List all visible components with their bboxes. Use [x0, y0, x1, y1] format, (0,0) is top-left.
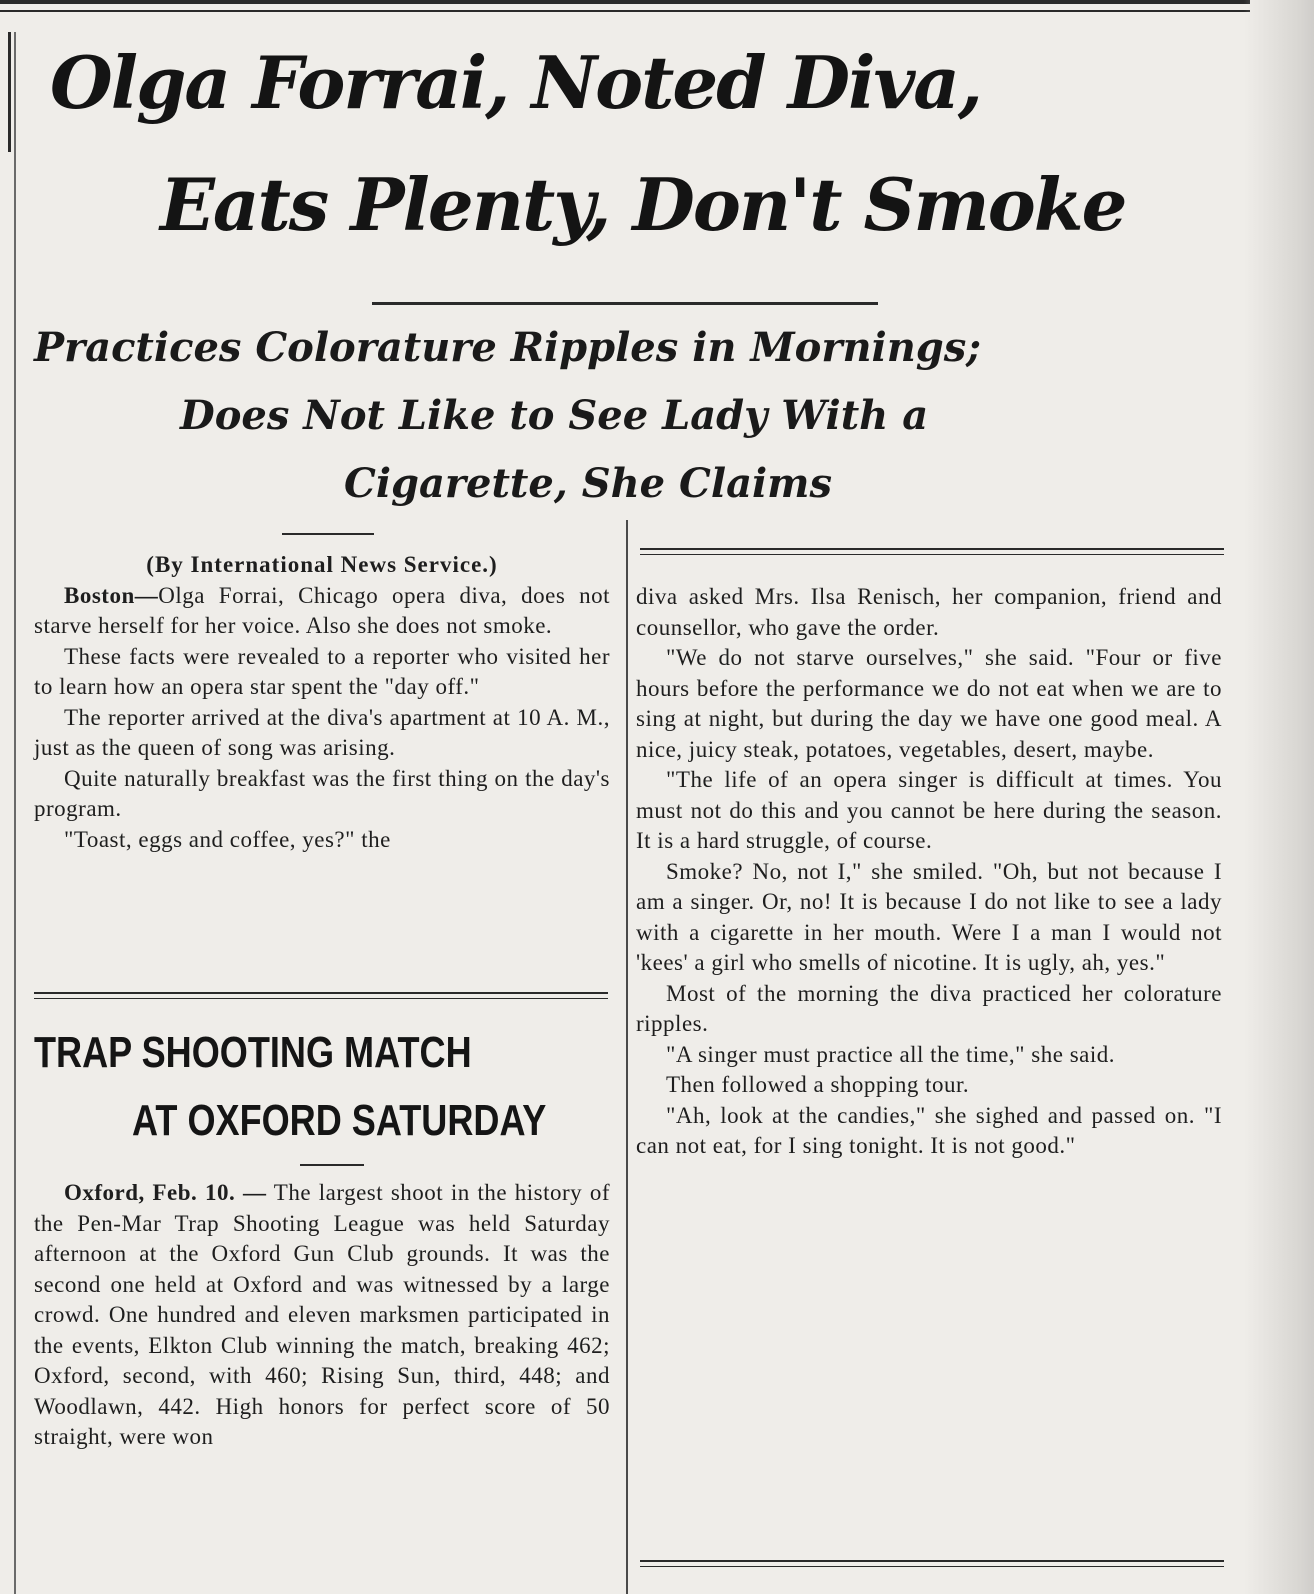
article-paragraph: [34, 581, 610, 642]
article-paragraph: "The life of an opera singer is difficult at times. You must not do this and you cannot be here during the season. It is a hard struggle, of course.: [636, 767, 1222, 853]
article-dateline: Boston—: [64, 582, 159, 608]
article-paragraph: diva asked Mrs. Ilsa Renisch, her companion, friend and counsellor, who gave the order.: [636, 584, 1222, 640]
right-column-bottom-rule-2: [640, 1566, 1224, 1567]
article-left-column: [34, 550, 610, 855]
left-margin-rule: [8, 32, 11, 152]
article-paragraph: "Ah, look at the candies," she sighed and passed on. "I can not eat, for I sing tonight. It is not good.": [636, 1102, 1222, 1158]
headline-divider: [372, 302, 878, 305]
trap-dateline: Oxford, Feb. 10. —: [64, 1180, 267, 1205]
top-border-rule-thin: [0, 10, 1250, 12]
article-paragraph: The reporter arrived at the diva's apartment at 10 A. M., just as the queen of song was arising.: [34, 704, 610, 760]
news-service-credit: (By International News Service.): [146, 552, 498, 577]
section-divider-2: [34, 998, 608, 999]
article-right-column: [636, 582, 1222, 1162]
right-column-bottom-rule: [640, 1560, 1224, 1562]
deck-line-2: Does Not Like to See Lady With a: [180, 392, 929, 439]
headline-line-2: Eats Plenty, Don't Smoke: [160, 162, 1126, 247]
trap-body-text: The largest shoot in the history of the Pen-Mar Trap Shooting League was held Saturday afternoon at the Oxford Gun Club grounds. It was the second one held at Oxford and was witnessed by a large crowd. One hundred and eleven marksmen participated in the events, Elkton Club winning the match, breaking 462; Oxford, second, with 460; Rising Sun, third, 448; and Woodlawn, 442. High honors for perfect score of 50 straight, were won: [34, 1180, 611, 1449]
right-column-top-rule: [640, 548, 1224, 550]
trap-title-line-2: AT OXFORD SATURDAY: [132, 1096, 547, 1145]
deck-short-rule: [282, 533, 374, 535]
trap-title-rule: [300, 1164, 364, 1166]
trap-paragraph: [34, 1178, 610, 1453]
article-paragraph: "We do not starve ourselves," she said. "Four or five hours before the performance we do not eat when we are to sing at night, but during the day we have one good meal. A nice, juicy steak, potatoes, vegetables, desert, maybe.: [636, 645, 1222, 762]
trap-title-line-1: TRAP SHOOTING MATCH: [34, 1028, 472, 1077]
left-column-rule: [14, 32, 16, 1594]
article-paragraph-text: Olga Forrai, Chicago opera diva, does not starve herself for her voice. Also she does not smoke.: [34, 582, 610, 638]
article-paragraph: Smoke? No, not I," she smiled. "Oh, but not because I am a singer. Or, no! It is because I do not like to see a lady with a cigarette in her mouth. Were I a man I would not 'kees' a girl who smells of nicotine. It is ugly, ah, yes.": [636, 858, 1222, 975]
article-paragraph: Then followed a shopping tour.: [666, 1072, 970, 1097]
article-paragraph: Quite naturally breakfast was the first thing on the day's program.: [34, 765, 610, 821]
column-divider: [626, 520, 628, 1594]
article-paragraph: Most of the morning the diva practiced her colorature ripples.: [636, 980, 1222, 1036]
article-paragraph: "Toast, eggs and coffee, yes?" the: [64, 826, 391, 852]
page-edge-shadow: [1244, 0, 1314, 1594]
top-border-rule: [0, 0, 1250, 4]
article-paragraph: These facts were revealed to a reporter who visited her to learn how an opera star spent the "day off.": [34, 643, 610, 699]
trap-article-column: [34, 1178, 610, 1453]
article-paragraph: "A singer must practice all the time," she said.: [666, 1041, 1116, 1067]
deck-line-3: Cigarette, She Claims: [344, 460, 833, 507]
headline-line-1: Olga Forrai, Noted Diva,: [50, 40, 981, 125]
deck-line-1: Practices Colorature Ripples in Mornings;: [34, 324, 982, 371]
section-divider: [34, 992, 608, 994]
right-column-top-rule-2: [640, 554, 1224, 555]
